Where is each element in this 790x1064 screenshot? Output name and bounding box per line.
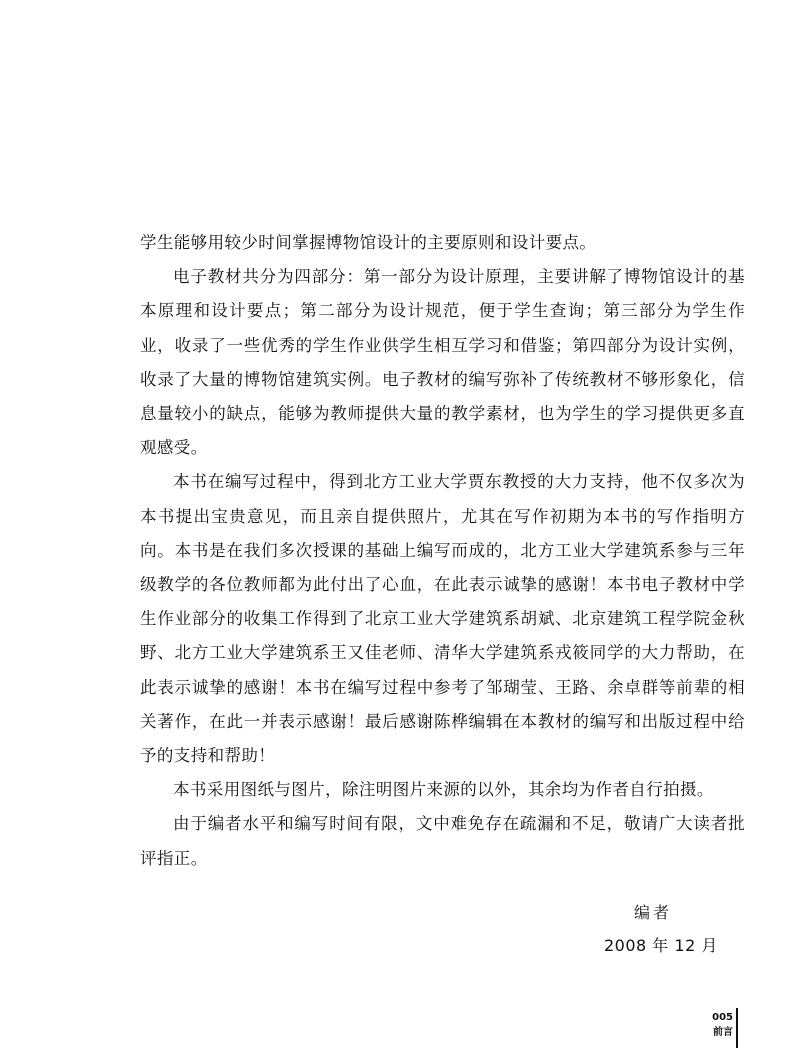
page-number: 005 <box>712 1012 733 1023</box>
signature-date: 2008 年 12 月 <box>604 936 718 955</box>
section-label: 前言 <box>713 1027 733 1038</box>
paragraph-contents: 电子教材共分为四部分：第一部分为设计原理，主要讲解了博物馆设计的基本原理和设计要点；第二部分为设计规范，便于学生查询；第三部分为学生作业，收录了一些优秀的学生作业供学生相互学习和借鉴；第四部分为设计实例，收录了大量的博物馆建筑实例。电子教材的编写弥补了传统教材不够形象化，信息量较小的缺点，能够为教师提供大量的教学素材，也为学生的学习提供更多直观感受。 <box>140 267 745 458</box>
page-folio <box>712 1010 733 1040</box>
body-text <box>140 226 745 876</box>
folio-divider <box>736 1008 738 1048</box>
paragraph-continuation: 学生能够用较少时间掌握博物馆设计的主要原则和设计要点。 <box>140 233 597 252</box>
paragraph-acknowledgements: 本书在编写过程中，得到北方工业大学贾东教授的大力支持，他不仅多次为本书提出宝贵意见，而且亲自提供照片，尤其在写作初期为本书的写作指明方向。本书是在我们多次授课的基础上编写而成的，北方工业大学建筑系参与三年级教学的各位教师都为此付出了心血，在此表示诚挚的感谢！本书电子教材中学生作业部分的收集工作得到了北京工业大学建筑系胡斌、北京建筑工程学院金秋野、北方工业大学建筑系王又佳老师、清华大学建筑系戎筱同学的大力帮助，在此表示诚挚的感谢！本书在编写过程中参考了邹瑚莹、王路、余卓群等前辈的相关著作，在此一并表示感谢！最后感谢陈桦编辑在本教材的编写和出版过程中给予的支持和帮助！ <box>140 472 745 766</box>
signature-author: 编者 <box>634 903 673 922</box>
paragraph-image-sources: 本书采用图纸与图片，除注明图片来源的以外，其余均为作者自行拍摄。 <box>173 780 714 800</box>
paragraph-closing: 由于编者水平和编写时间有限，文中难免存在疏漏和不足，敬请广大读者批评指正。 <box>140 814 745 868</box>
